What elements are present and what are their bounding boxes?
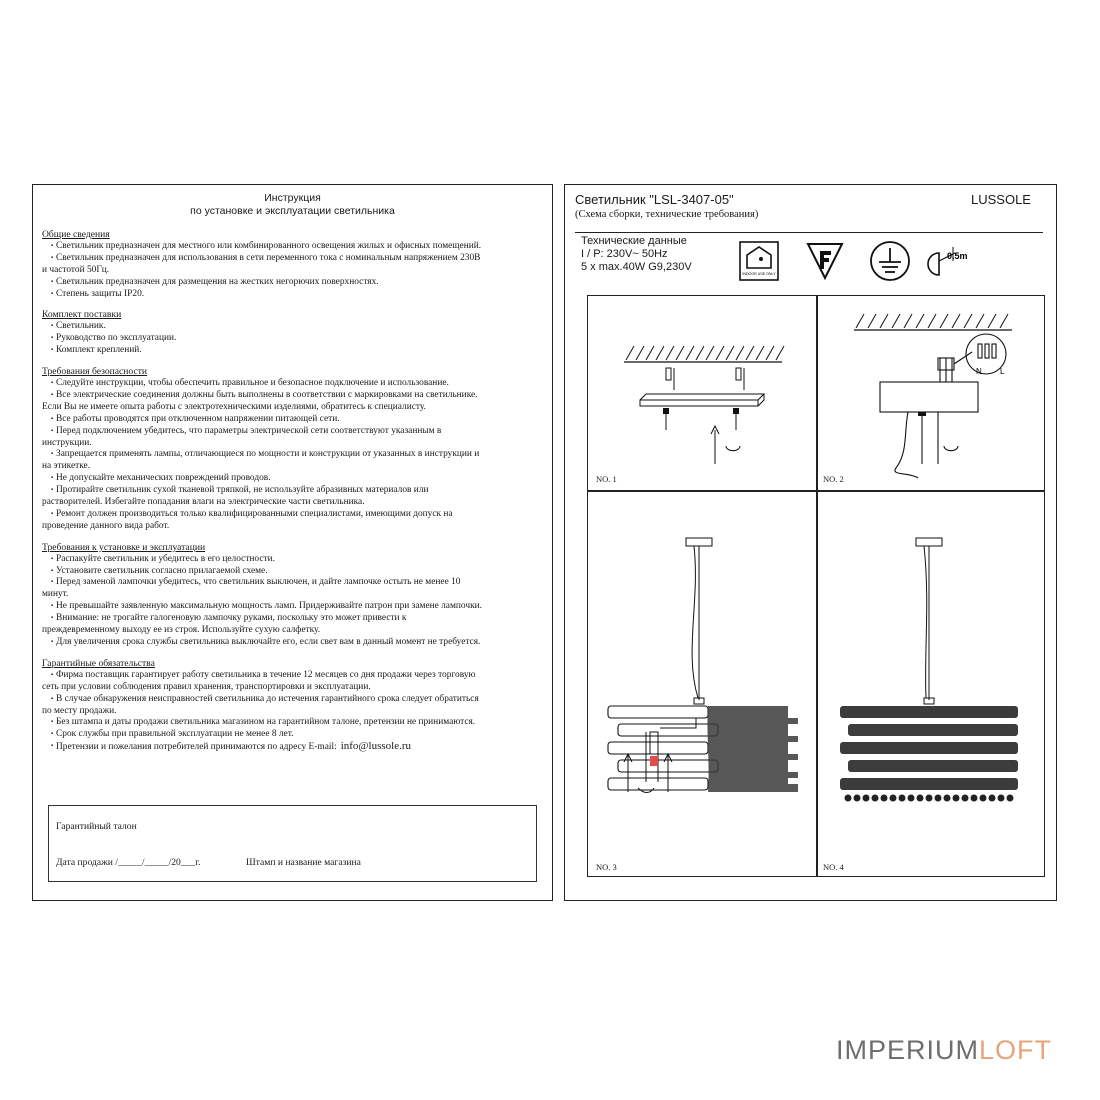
list-item: ▪ Все работы проводятся при отключенном напряжении питающей сети. xyxy=(42,414,542,426)
list-item: ▪ Степень защиты IP20. xyxy=(42,289,542,301)
watermark-part1: IMPERIUM xyxy=(836,1035,979,1065)
coupon-stamp: Штамп и название магазина xyxy=(246,857,361,868)
section-heading: Общие сведения xyxy=(42,229,110,240)
step-1-label: NO. 1 xyxy=(596,474,617,484)
list-item: ▪ Внимание: не трогайте галогеновую лампочку руками, поскольку это может привести к xyxy=(42,613,542,625)
wire-l-label: L xyxy=(1000,367,1005,376)
support-email: info@lussole.ru xyxy=(340,740,412,753)
list-item: ▪ Светильник. xyxy=(42,321,542,333)
list-item: ▪ Руководство по эксплуатации. xyxy=(42,333,542,345)
list-item: ▪ Распакуйте светильник и убедитесь в его целостности. xyxy=(42,554,542,566)
step-3-label: NO. 3 xyxy=(596,862,617,872)
step-2-diagram xyxy=(818,296,1044,490)
list-item: ▪ Перед заменой лампочки убедитесь, что светильник выключен, и дайте лампочке остыть не менее 10 xyxy=(42,577,542,589)
list-item: ▪ Светильник предназначен для использования в сети переменного тока с номинальным напряжением 230В xyxy=(42,253,542,265)
spec-lamps: 5 x max.40W G9,230V xyxy=(581,261,692,273)
claims-item xyxy=(42,741,542,754)
list-item-continuation: на этикетке. xyxy=(42,461,91,472)
instructions-title: Инструкция xyxy=(264,192,321,204)
product-subtitle: (Схема сборки, технические требования) xyxy=(575,209,759,220)
assembly-panel xyxy=(564,184,1057,901)
section-heading: Гарантийные обязательства xyxy=(42,657,155,669)
list-item: ▪ Фирма поставщик гарантирует работу светильника в течение 12 месяцев со дня продажи через торговую xyxy=(42,670,542,682)
list-item: ▪ Протирайте светильник сухой тканевой тряпкой, не используйте абразивных материалов или xyxy=(42,485,542,497)
watermark-part2: LOFT xyxy=(979,1035,1053,1065)
section-heading: Требования безопасности xyxy=(42,366,148,378)
instructions-subtitle: по установке и эксплуатации светильника xyxy=(190,205,395,217)
list-item-continuation: проведение данного вида работ. xyxy=(42,520,170,531)
list-item-continuation: Если Вы не имеете опыта работы с электротехническими изделиями, обратитесь к специалисту. xyxy=(42,401,426,412)
watermark-logo xyxy=(836,1035,1052,1066)
step-1-cell xyxy=(587,295,817,491)
step-2-cell xyxy=(817,295,1045,491)
brand-name: LUSSOLE xyxy=(971,192,1031,207)
tech-heading: Технические данные xyxy=(581,235,687,247)
list-item-continuation: и частотой 50Гц. xyxy=(42,264,110,275)
list-item: ▪ Следуйте инструкции, чтобы обеспечить правильное и безопасное подключение и использование. xyxy=(42,378,542,390)
list-item-continuation: инструкции. xyxy=(42,437,92,448)
list-item-continuation: по месту продажи. xyxy=(42,705,117,716)
list-item: ▪ В случае обнаружения неисправностей светильника до истечения гарантийного срока следует обратиться xyxy=(42,694,542,706)
wire-n-label: N xyxy=(976,367,982,376)
distance-label: 0.5m xyxy=(947,251,968,261)
spec-voltage: I / P: 230V~ 50Hz xyxy=(581,248,668,260)
section-gap xyxy=(42,357,542,366)
list-item: ▪ Без штампа и даты продажи светильника магазином на гарантийном талоне, претензии не принимаются. xyxy=(42,717,542,729)
section-gap xyxy=(42,300,542,309)
list-item-continuation: минут. xyxy=(42,589,69,600)
list-item-continuation: растворителей. Избегайте попадания влаги на электрические части светильника. xyxy=(42,497,365,508)
section-heading: Требования к установке и эксплуатации xyxy=(42,541,206,553)
coupon-title: Гарантийный талон xyxy=(56,821,137,832)
tech-specs xyxy=(581,235,692,274)
step-3-cell xyxy=(587,491,817,877)
list-item: ▪ Установите светильник согласно прилагаемой схеме. xyxy=(42,566,542,578)
list-item: ▪ Запрещается применять лампы, отличающиеся по мощности и конструкции от указанных в инструкции и xyxy=(42,449,542,461)
section-heading: Комплект поставки xyxy=(42,309,122,321)
claims-text: Претензии и пожелания потребителей принимаются по адресу E-mail: xyxy=(56,742,337,753)
f-mark-icon xyxy=(805,241,845,281)
list-item: ▪ Перед подключением убедитесь, что параметры электрической сети соответствуют указанным в xyxy=(42,426,542,438)
list-item: ▪ Светильник предназначен для размещения на жестких негорючих поверхностях. xyxy=(42,277,542,289)
list-item: ▪ Не превышайте заявленную максимальную мощность ламп. Придерживайте патрон при замене лампочки. xyxy=(42,601,542,613)
indoor-use-icon xyxy=(739,241,779,281)
list-item: ▪ Комплект креплений. xyxy=(42,345,542,357)
list-item: ▪ Ремонт должен производиться только квалифицированными специалистами, имеющими допуск на xyxy=(42,509,542,521)
list-item-continuation: сеть при условии соблюдения правил хранения, транспортировки и эксплуатации. xyxy=(42,681,371,692)
step-1-diagram xyxy=(588,296,816,490)
distance-icon xyxy=(925,241,968,281)
section-gap xyxy=(42,533,542,542)
list-item: ▪ Срок службы при правильной эксплуатации не менее 8 лет. xyxy=(42,729,542,741)
coupon-sale-date: Дата продажи /_____/_____/20___г. xyxy=(56,857,201,868)
step-2-label: NO. 2 xyxy=(823,474,844,484)
tech-divider xyxy=(575,232,1043,233)
step-4-diagram xyxy=(818,492,1044,876)
step-3-diagram xyxy=(588,492,816,876)
warranty-coupon xyxy=(48,805,537,882)
list-item-continuation: преждевременному выходу ее из строя. Используйте сухую салфетку. xyxy=(42,625,321,636)
instructions-body xyxy=(42,229,542,754)
ground-icon xyxy=(869,240,911,282)
list-item: ▪ Все электрические соединения должны быть выполнены в соответствии с маркировками на светильнике. xyxy=(42,390,542,402)
product-title: Светильник "LSL-3407-05" xyxy=(575,192,734,207)
indoor-use-label: INDOOR USE ONLY xyxy=(742,272,776,276)
step-4-label: NO. 4 xyxy=(823,862,844,872)
section-gap xyxy=(42,649,542,658)
instructions-panel xyxy=(32,184,553,901)
list-item: ▪ Для увеличения срока службы светильника выключайте его, если свет вам в данный момент не требуется. xyxy=(42,637,542,649)
step-4-cell xyxy=(817,491,1045,877)
list-item: ▪ Светильник предназначен для местного или комбинированного освещения жилых и офисных помещений. xyxy=(42,241,542,253)
list-item: ▪ Не допускайте механических повреждений проводов. xyxy=(42,473,542,485)
